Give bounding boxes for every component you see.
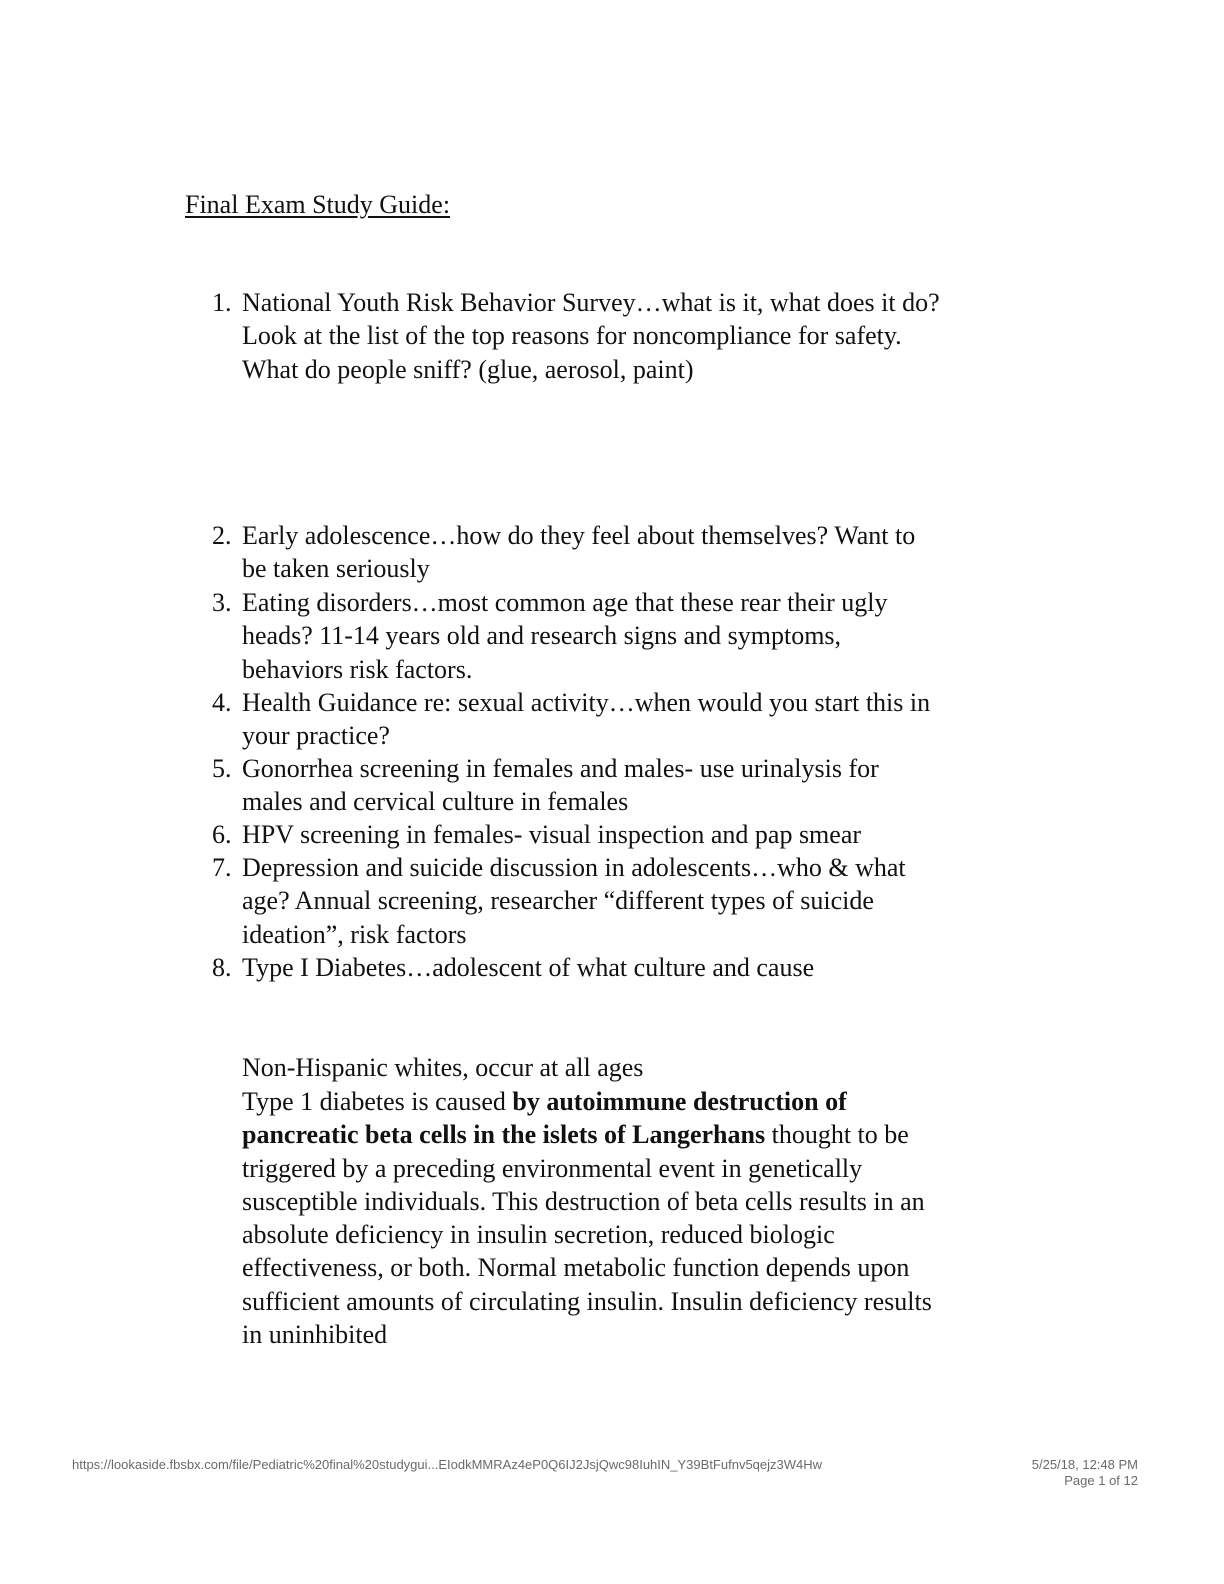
list-item-text: Eating disorders…most common age that these rear their ugly heads? 11-14 years old and research signs and symptoms, behaviors risk factors. (242, 588, 888, 684)
list-item-number: 1. (212, 288, 232, 317)
list-item (212, 752, 942, 819)
list-item-number: 8. (212, 953, 232, 982)
list-item-number: 3. (212, 588, 232, 617)
footer-url: https://lookaside.fbsbx.com/file/Pediatric%20final%20studygui...EIodkMMRAz4eP0Q6IJ2JsjQwc98IuhIN_Y39BtFufnv5qejz3W4Hw (72, 1457, 823, 1472)
footer-page-number: Page 1 of 12 (1064, 1473, 1138, 1488)
list-item (212, 286, 942, 386)
page-title: Final Exam Study Guide: (185, 190, 451, 219)
list-item (212, 818, 972, 851)
list-item-number: 7. (212, 853, 232, 882)
diabetes-paragraph (242, 1085, 932, 1351)
list-item-number: 2. (212, 521, 232, 550)
list-item (212, 851, 942, 951)
list-item-text: HPV screening in females- visual inspection and pap smear (242, 820, 862, 849)
paragraph-bold-phrase: by autoimmune destruction of pancreatic beta cells in the islets of Langerhans (242, 1087, 847, 1150)
list-item-number: 6. (212, 820, 232, 849)
list-item (212, 519, 942, 586)
list-item (212, 586, 942, 686)
list-item-number: 4. (212, 688, 232, 717)
footer-datetime: 5/25/18, 12:48 PM (1031, 1457, 1138, 1472)
paragraph-lead: Type 1 diabetes is caused (242, 1087, 513, 1116)
list-item-text: Early adolescence…how do they feel about themselves? Want to be taken seriously (242, 521, 916, 584)
list-item (212, 951, 942, 984)
list-item-text: National Youth Risk Behavior Survey…what is it, what does it do? Look at the list of the top reasons for noncompliance for safety. What do people sniff? (glue, aerosol, paint) (242, 288, 940, 384)
list-item-text: Type I Diabetes…adolescent of what culture and cause (242, 953, 815, 982)
list-item-text: Health Guidance re: sexual activity…when would you start this in your practice? (242, 688, 931, 751)
answer-line: Non-Hispanic whites, occur at all ages (242, 1053, 644, 1082)
paragraph-rest: thought to be triggered by a preceding environmental event in genetically susceptible individuals. This destruction of beta cells results in an absolute deficiency in insulin secretion, reduced biologic effectiveness, or both. Normal metabolic function depends upon sufficient amounts of circulating insulin. Insulin deficiency results in uninhibited (242, 1120, 932, 1350)
list-item-number: 5. (212, 754, 232, 783)
list-item (212, 686, 942, 753)
list-item-text: Depression and suicide discussion in adolescents…who & what age? Annual screening, researcher “different types of suicide ideation”, risk factors (242, 853, 906, 949)
list-item-text: Gonorrhea screening in females and males- use urinalysis for males and cervical culture in females (242, 754, 879, 817)
